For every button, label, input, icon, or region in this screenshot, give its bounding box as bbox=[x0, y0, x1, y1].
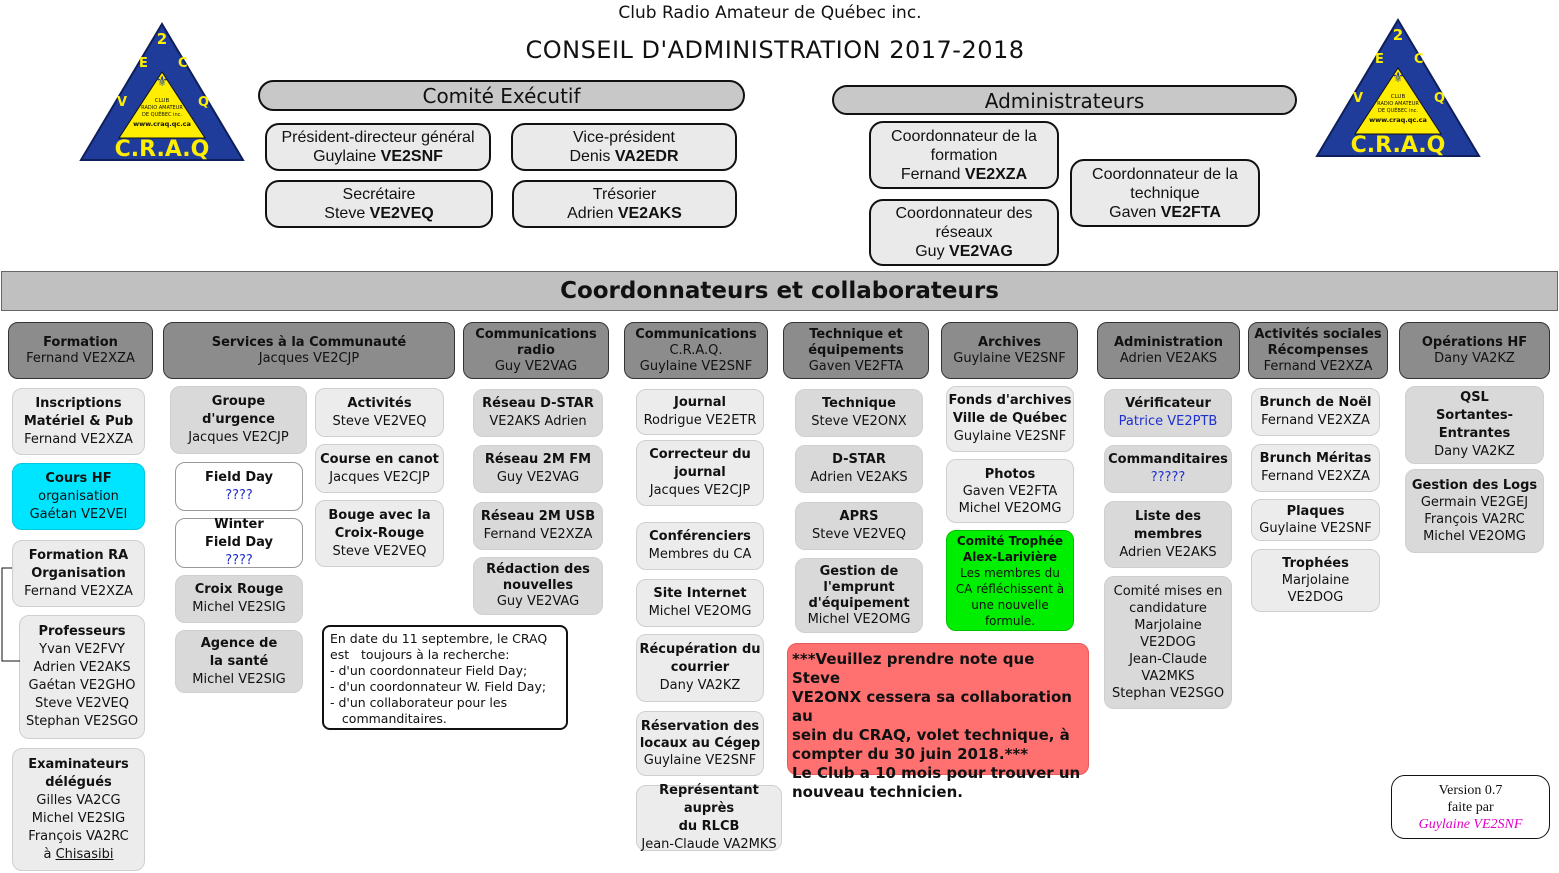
svg-text:⚜: ⚜ bbox=[155, 74, 169, 90]
craq-logo-left bbox=[77, 20, 247, 165]
card-inscriptions: Inscriptions Matériel & Pub Fernand VE2XZA bbox=[12, 388, 145, 455]
card-formation-ra: Formation RA Organisation Fernand VE2XZA bbox=[12, 540, 145, 607]
logo-letter-q: Q bbox=[198, 95, 210, 110]
card-brunch-noel: Brunch de Noël Fernand VE2XZA bbox=[1251, 388, 1380, 436]
card-fonds-archives: Fonds d'archives Ville de Québec Guylaine VE2SNF bbox=[946, 386, 1074, 452]
svg-text:CLUB: CLUB bbox=[154, 98, 170, 104]
svg-text:C: C bbox=[1414, 52, 1424, 67]
logo-letter-c: C bbox=[178, 56, 188, 71]
bracket-connector bbox=[0, 566, 22, 666]
card-reseau-dstar: Réseau D-STAR VE2AKS Adrien bbox=[473, 389, 603, 437]
club-name: Club Radio Amateur de Québec inc. bbox=[618, 3, 922, 23]
column-archives: Archives Guylaine VE2SNF bbox=[941, 322, 1078, 379]
card-reseau-2m-usb: Réseau 2M USB Fernand VE2XZA bbox=[473, 502, 603, 550]
card-comite-trophee: Comité Trophée Alex-Larivière Les membres du CA réfléchissent à une nouvelle formule. bbox=[946, 530, 1074, 631]
card-recuperation-courrier: Récupération du courrier Dany VA2KZ bbox=[636, 634, 764, 702]
treasurer-box: Trésorier Adrien VE2AKS bbox=[512, 180, 737, 228]
coord-technique-box: Coordonnateur de la technique Gaven VE2FTA bbox=[1070, 159, 1260, 227]
card-photos: Photos Gaven VE2FTA Michel VE2OMG bbox=[946, 459, 1074, 523]
logo-letter-v: V bbox=[117, 95, 128, 110]
card-croix-rouge: Croix Rouge Michel VE2SIG bbox=[175, 575, 303, 623]
card-agence-sante: Agence de la santé Michel VE2SIG bbox=[175, 630, 303, 693]
card-bouge-croix-rouge: Bouge avec la Croix-Rouge Steve VE2VEQ bbox=[315, 500, 444, 567]
column-services: Services à la Communauté Jacques VE2CJP bbox=[163, 322, 455, 379]
president-box: Président-directeur général Guylaine VE2SNF bbox=[265, 123, 491, 171]
card-journal: Journal Rodrigue VE2ETR bbox=[636, 389, 764, 435]
recruitment-note: En date du 11 septembre, le CRAQ est toujours à la recherche: - d'un coordonnateur Field Day; - d'un coordonnateur W. Field Day; - d'un collaborateur pour les commanditaires. bbox=[322, 625, 568, 730]
version-info: Version 0.7 faite par Guylaine VE2SNF bbox=[1391, 775, 1550, 839]
column-operations-hf: Opérations HF Dany VA2KZ bbox=[1399, 322, 1550, 379]
admins-header: Administrateurs bbox=[832, 85, 1297, 115]
card-professeurs: Professeurs Yvan VE2FVY Adrien VE2AKS Gaétan VE2GHO Steve VE2VEQ Stephan VE2SGO bbox=[19, 615, 145, 739]
card-trophees: Trophées Marjolaine VE2DOG bbox=[1251, 549, 1380, 612]
craq-logo-right bbox=[1313, 16, 1483, 161]
card-site-internet: Site Internet Michel VE2OMG bbox=[636, 579, 764, 627]
card-dstar: D-STAR Adrien VE2AKS bbox=[795, 445, 923, 493]
svg-text:E: E bbox=[1375, 52, 1384, 67]
card-representant-rlcb: Représentant auprès du RLCB Jean-Claude VA2MKS bbox=[636, 785, 782, 851]
column-formation: Formation Fernand VE2XZA bbox=[8, 322, 153, 379]
card-comite-candidature: Comité mises en candidature Marjolaine VE2DOG Jean-Claude VA2MKS Stephan VE2SGO bbox=[1104, 576, 1232, 709]
vice-president-box: Vice-président Denis VA2EDR bbox=[511, 123, 737, 171]
svg-text:DE QUÉBEC inc.: DE QUÉBEC inc. bbox=[1378, 108, 1418, 114]
secretary-box: Secrétaire Steve VE2VEQ bbox=[265, 180, 493, 228]
card-aprs: APRS Steve VE2VEQ bbox=[795, 502, 923, 550]
column-comm-craq: Communications C.R.A.Q. Guylaine VE2SNF bbox=[624, 322, 768, 379]
card-redaction-nouvelles: Rédaction des nouvelles Guy VE2VAG bbox=[473, 557, 603, 615]
svg-text:RADIO AMATEUR: RADIO AMATEUR bbox=[1377, 101, 1419, 107]
card-gestion-logs: Gestion des Logs Germain VE2GEJ François VA2RC Michel VE2OMG bbox=[1405, 469, 1544, 553]
card-brunch-meritas: Brunch Méritas Fernand VE2XZA bbox=[1251, 444, 1380, 492]
card-gestion-emprunt: Gestion de l'emprunt d'équipement Michel VE2OMG bbox=[795, 558, 923, 633]
svg-text:CLUB: CLUB bbox=[1390, 94, 1406, 100]
card-plaques: Plaques Guylaine VE2SNF bbox=[1251, 499, 1380, 541]
logo-acronym: C.R.A.Q bbox=[114, 137, 210, 162]
svg-text:V: V bbox=[1353, 91, 1364, 106]
card-cours-hf: Cours HF organisation Gaétan VE2VEI bbox=[12, 463, 145, 530]
card-examinateurs: Examinateurs délégués Gilles VA2CG Michel VE2SIG François VA2RC à Chisasibi bbox=[12, 748, 145, 871]
coord-formation-box: Coordonnateur de la formation Fernand VE2XZA bbox=[869, 121, 1059, 189]
card-reservation-locaux: Réservation des locaux au Cégep Guylaine VE2SNF bbox=[636, 711, 764, 776]
departure-notice: ***Veuillez prendre note que Steve VE2ONX cessera sa collaboration au sein du CRAQ, volet technique, à compter du 30 juin 2018.*** Le Club a 10 mois pour trouver un nouveau technicien. bbox=[787, 643, 1089, 775]
card-commanditaires: Commanditaires ????? bbox=[1104, 445, 1232, 493]
card-correcteur: Correcteur du journal Jacques VE2CJP bbox=[636, 440, 764, 506]
coordinators-banner: Coordonnateurs et collaborateurs bbox=[1, 271, 1558, 311]
logo-digit: 2 bbox=[156, 30, 168, 48]
column-technique: Technique et équipements Gaven VE2FTA bbox=[783, 322, 929, 379]
svg-text:www.craq.qc.ca: www.craq.qc.ca bbox=[1369, 116, 1427, 124]
executive-header: Comité Exécutif bbox=[258, 80, 745, 111]
card-conferenciers: Conférenciers Membres du CA bbox=[636, 522, 764, 570]
card-liste-membres: Liste des membres Adrien VE2AKS bbox=[1104, 501, 1232, 568]
column-administration: Administration Adrien VE2AKS bbox=[1097, 322, 1240, 379]
coord-reseaux-box: Coordonnateur des réseaux Guy VE2VAG bbox=[869, 199, 1059, 266]
svg-text:Q: Q bbox=[1434, 91, 1446, 106]
svg-text:2: 2 bbox=[1392, 26, 1404, 44]
card-reseau-2m-fm: Réseau 2M FM Guy VE2VAG bbox=[473, 445, 603, 493]
svg-text:C.R.A.Q: C.R.A.Q bbox=[1350, 133, 1446, 158]
svg-text:RADIO AMATEUR: RADIO AMATEUR bbox=[141, 105, 183, 111]
card-verificateur: Vérificateur Patrice VE2PTB bbox=[1104, 389, 1232, 437]
card-winter-field-day: Winter Field Day ???? bbox=[175, 518, 303, 568]
card-field-day: Field Day ???? bbox=[175, 462, 303, 511]
column-comm-radio: Communications radio Guy VE2VAG bbox=[463, 322, 609, 379]
card-technique: Technique Steve VE2ONX bbox=[795, 389, 923, 437]
card-activites: Activités Steve VE2VEQ bbox=[315, 388, 444, 437]
card-course-canot: Course en canot Jacques VE2CJP bbox=[315, 444, 444, 493]
card-groupe-urgence: Groupe d'urgence Jacques VE2CJP bbox=[170, 386, 307, 454]
svg-text:DE QUÉBEC inc.: DE QUÉBEC inc. bbox=[142, 112, 182, 118]
board-title: CONSEIL D'ADMINISTRATION 2017-2018 bbox=[525, 36, 1025, 64]
card-qsl: QSL Sortantes- Entrantes Dany VA2KZ bbox=[1405, 386, 1544, 464]
logo-letter-e: E bbox=[139, 56, 148, 71]
svg-text:www.craq.qc.ca: www.craq.qc.ca bbox=[133, 120, 191, 128]
column-activites-sociales: Activités sociales Récompenses Fernand VE2XZA bbox=[1248, 322, 1388, 379]
svg-text:⚜: ⚜ bbox=[1391, 70, 1405, 86]
